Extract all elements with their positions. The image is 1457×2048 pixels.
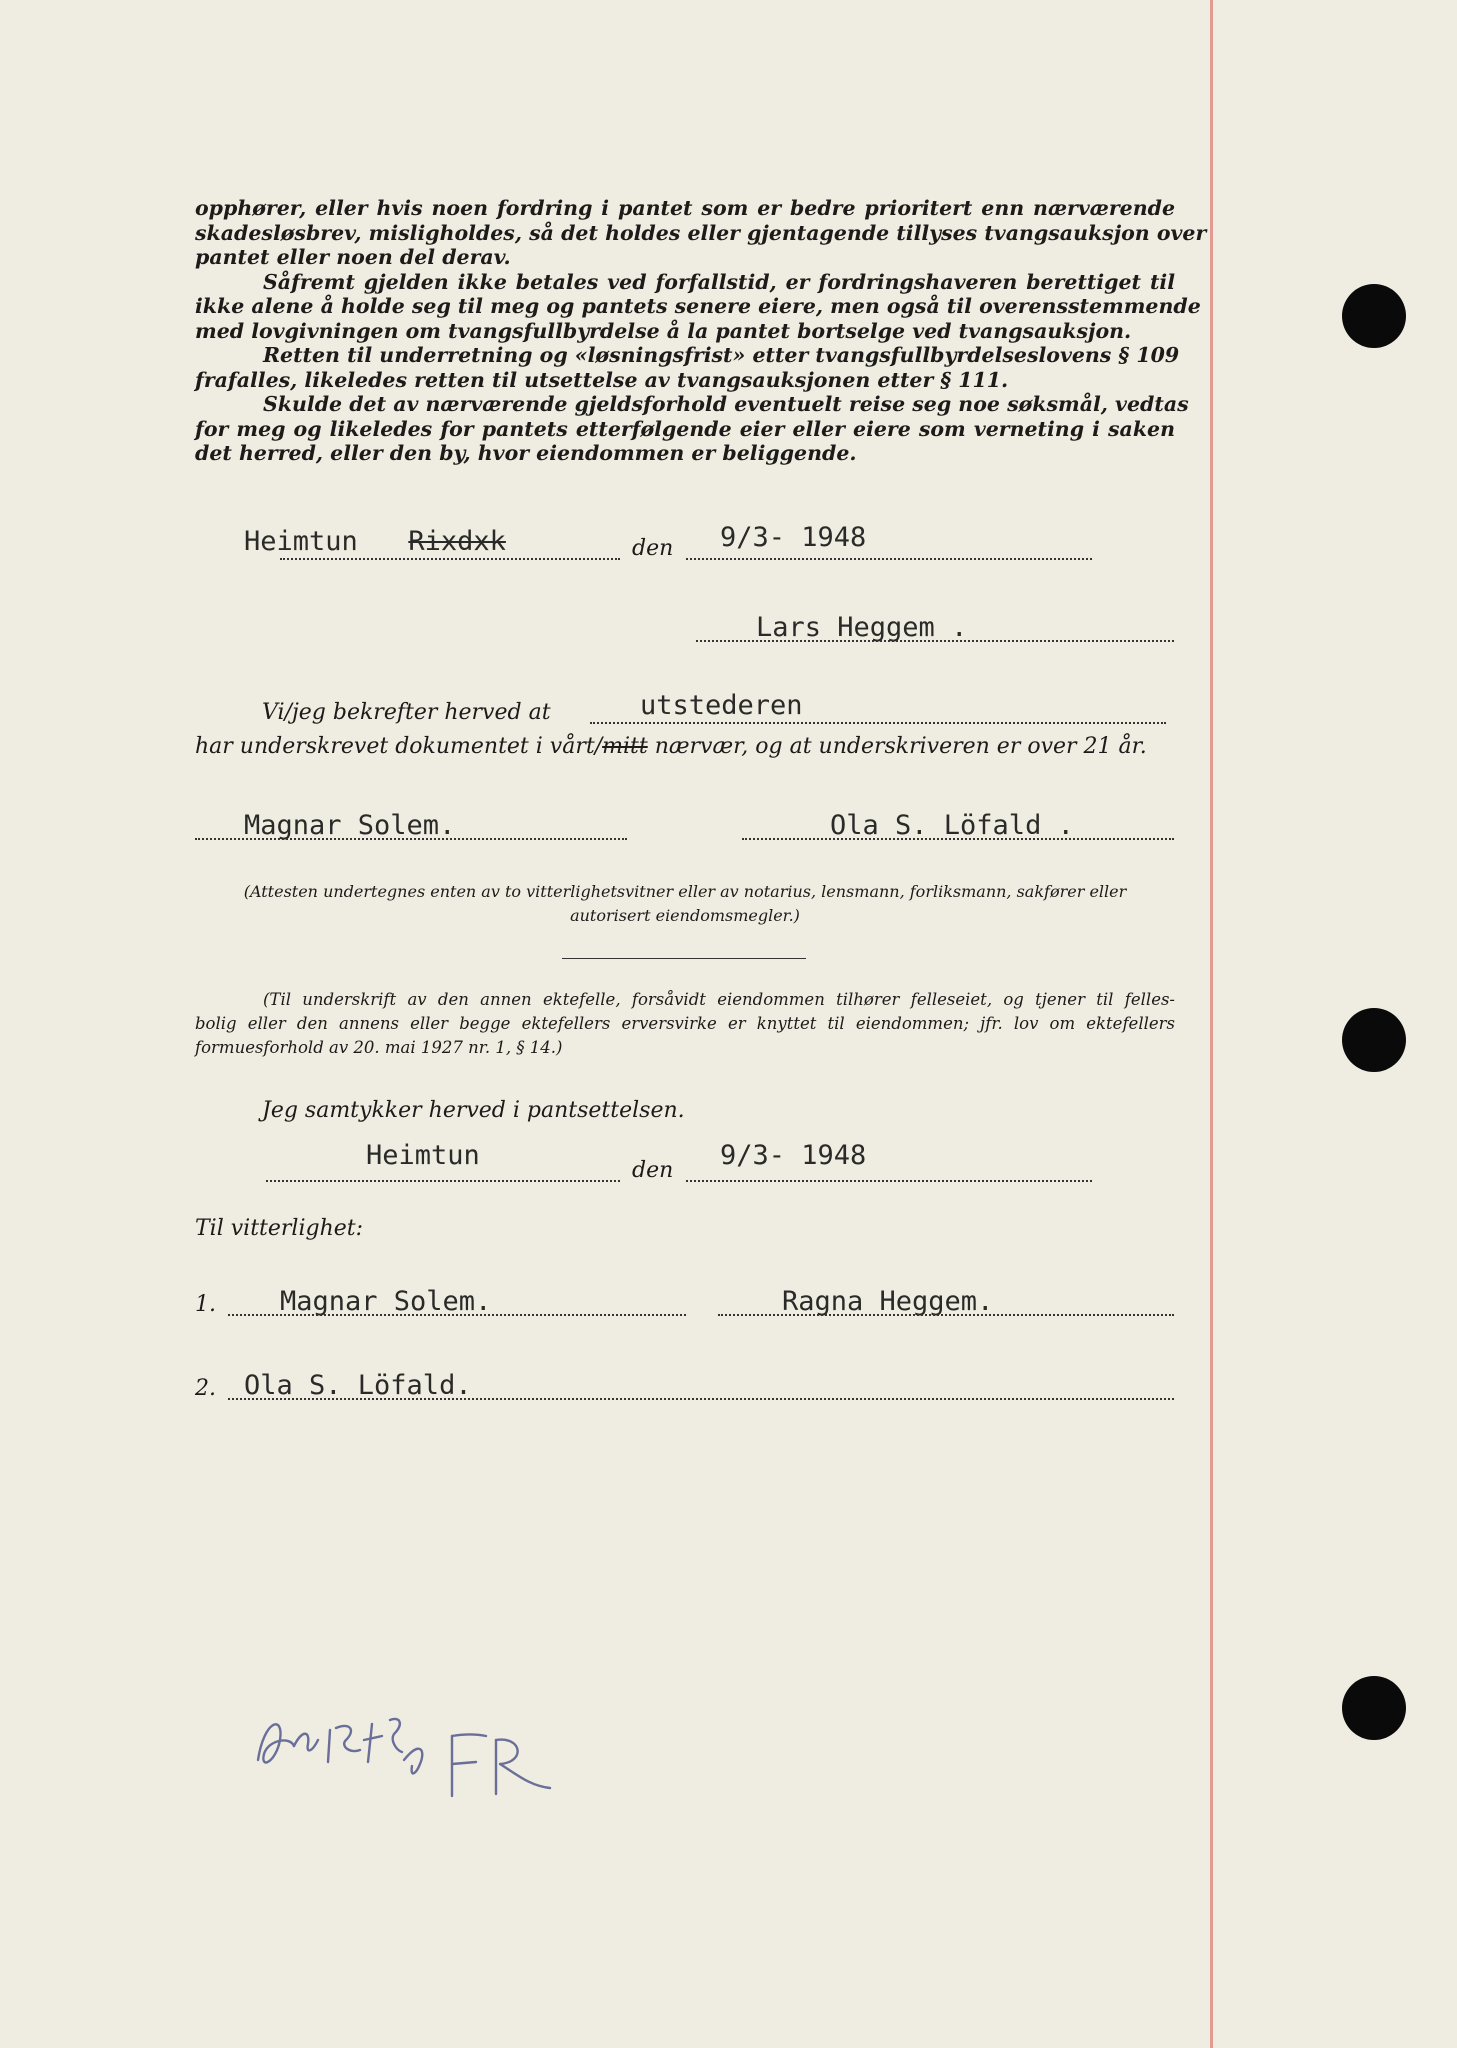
witness-number-1: 1.: [195, 1292, 216, 1317]
consent-witness-1: Magnar Solem.: [280, 1286, 492, 1317]
clause-line: opphører, eller hvis noen fordring i pantet som er bedre prioritert enn nærværende: [195, 196, 1175, 220]
place-1: [244, 526, 506, 557]
consent-date: 9/3- 1948: [720, 1140, 867, 1171]
consent-place-line: [266, 1180, 620, 1182]
clause-line: ikke alene å holde seg til meg og pantets senere eiere, men også til overensstemmende: [195, 294, 1201, 318]
consent-witness-2: Ola S. Löfald.: [244, 1370, 472, 1401]
attestation-line: [590, 722, 1166, 724]
witness-signature-2-line: [742, 838, 1174, 840]
consent-witness-2-line: [228, 1398, 1174, 1400]
witness-signature-2: Ola S. Löfald .: [830, 810, 1074, 841]
punch-hole-top: [1342, 284, 1406, 348]
attest-note: (Attesten undertegnes enten av to vitterlighetsvitner eller av notarius, lensmann, forliksmann, sakfører eller autorisert eiendomsmegler.): [243, 882, 1127, 925]
separator-rule: [562, 958, 806, 959]
clause-text: [195, 196, 1207, 466]
consent-text: Jeg samtykker herved i pantsettelsen.: [262, 1098, 685, 1123]
clause-line: pantet eller noen del derav.: [195, 245, 511, 269]
date-1: 9/3- 1948: [720, 522, 867, 553]
consent-place: Heimtun: [366, 1140, 480, 1171]
spouse-signature-line: [718, 1314, 1174, 1316]
witness-heading: Til vitterlighet:: [195, 1216, 364, 1241]
clause-line: Såfremt gjelden ikke betales ved forfallstid, er fordringshaveren berettiget til: [263, 269, 1175, 294]
attestation-prefix: Vi/jeg bekrefter herved at: [262, 700, 551, 725]
spouse-note: (Til underskrift av den annen ektefelle, forsåvidt eiendommen tilhører felleseiet, og tjener til felles- bolig eller den annens eller begge ektefellers erversvirke er knyttet til eiendommen; jfr. lov om ektefellers formuesforhold av 20. mai 1927 nr. 1, § 14.): [195, 990, 1175, 1057]
witness-signature-1-line: [195, 838, 627, 840]
attestation-line-2: har underskrevet dokumentet i vårt/mitt nærvær, og at underskriveren er over 21 år.: [195, 734, 1147, 759]
place-1-line: [280, 558, 620, 560]
clause-line: Retten til underretning og «løsningsfrist» etter tvangsfullbyrdelseslovens § 109: [263, 343, 1180, 367]
clause-line: det herred, eller den by, hvor eiendommen er beliggende.: [195, 441, 857, 465]
witness-number-2: 2.: [195, 1376, 216, 1401]
issuer-signature-line: [696, 640, 1174, 642]
handwritten-note: [250, 1700, 570, 1810]
spouse-signature: Ragna Heggem.: [782, 1286, 994, 1317]
clause-line: for meg og likeledes for pantets etterfølgende eier eller eiere som verneting i saken: [195, 416, 1175, 441]
clause-line: med lovgivningen om tvangsfullbyrdelse å la pantet bortselge ved tvangsauksjon.: [195, 318, 1132, 343]
clause-line: frafalles, likeledes retten til utsettelse av tvangsauksjonen etter § 111.: [195, 367, 1009, 392]
consent-date-line: [686, 1180, 1092, 1182]
den-label-2: den: [632, 1158, 674, 1183]
issuer-signature: Lars Heggem .: [756, 612, 968, 643]
den-label-1: den: [632, 536, 674, 561]
struck-word: mitt: [602, 734, 648, 759]
margin-line: [1210, 0, 1213, 2048]
punch-hole-bottom: [1342, 1676, 1406, 1740]
clause-line: skadesløsbrev, misligholdes, så det holdes eller gjentagende tillyses tvangsauksjon over: [195, 220, 1207, 245]
consent-witness-1-line: [228, 1314, 686, 1316]
attestation-filled: utstederen: [640, 690, 803, 721]
punch-hole-middle: [1342, 1008, 1406, 1072]
place-1-struck: Rixdxk: [408, 526, 506, 557]
clause-line: Skulde det av nærværende gjeldsforhold eventuelt reise seg noe søksmål, vedtas: [263, 392, 1189, 416]
place-1-name: Heimtun: [244, 526, 358, 557]
date-1-line: [686, 558, 1092, 560]
witness-signature-1: Magnar Solem.: [244, 810, 456, 841]
